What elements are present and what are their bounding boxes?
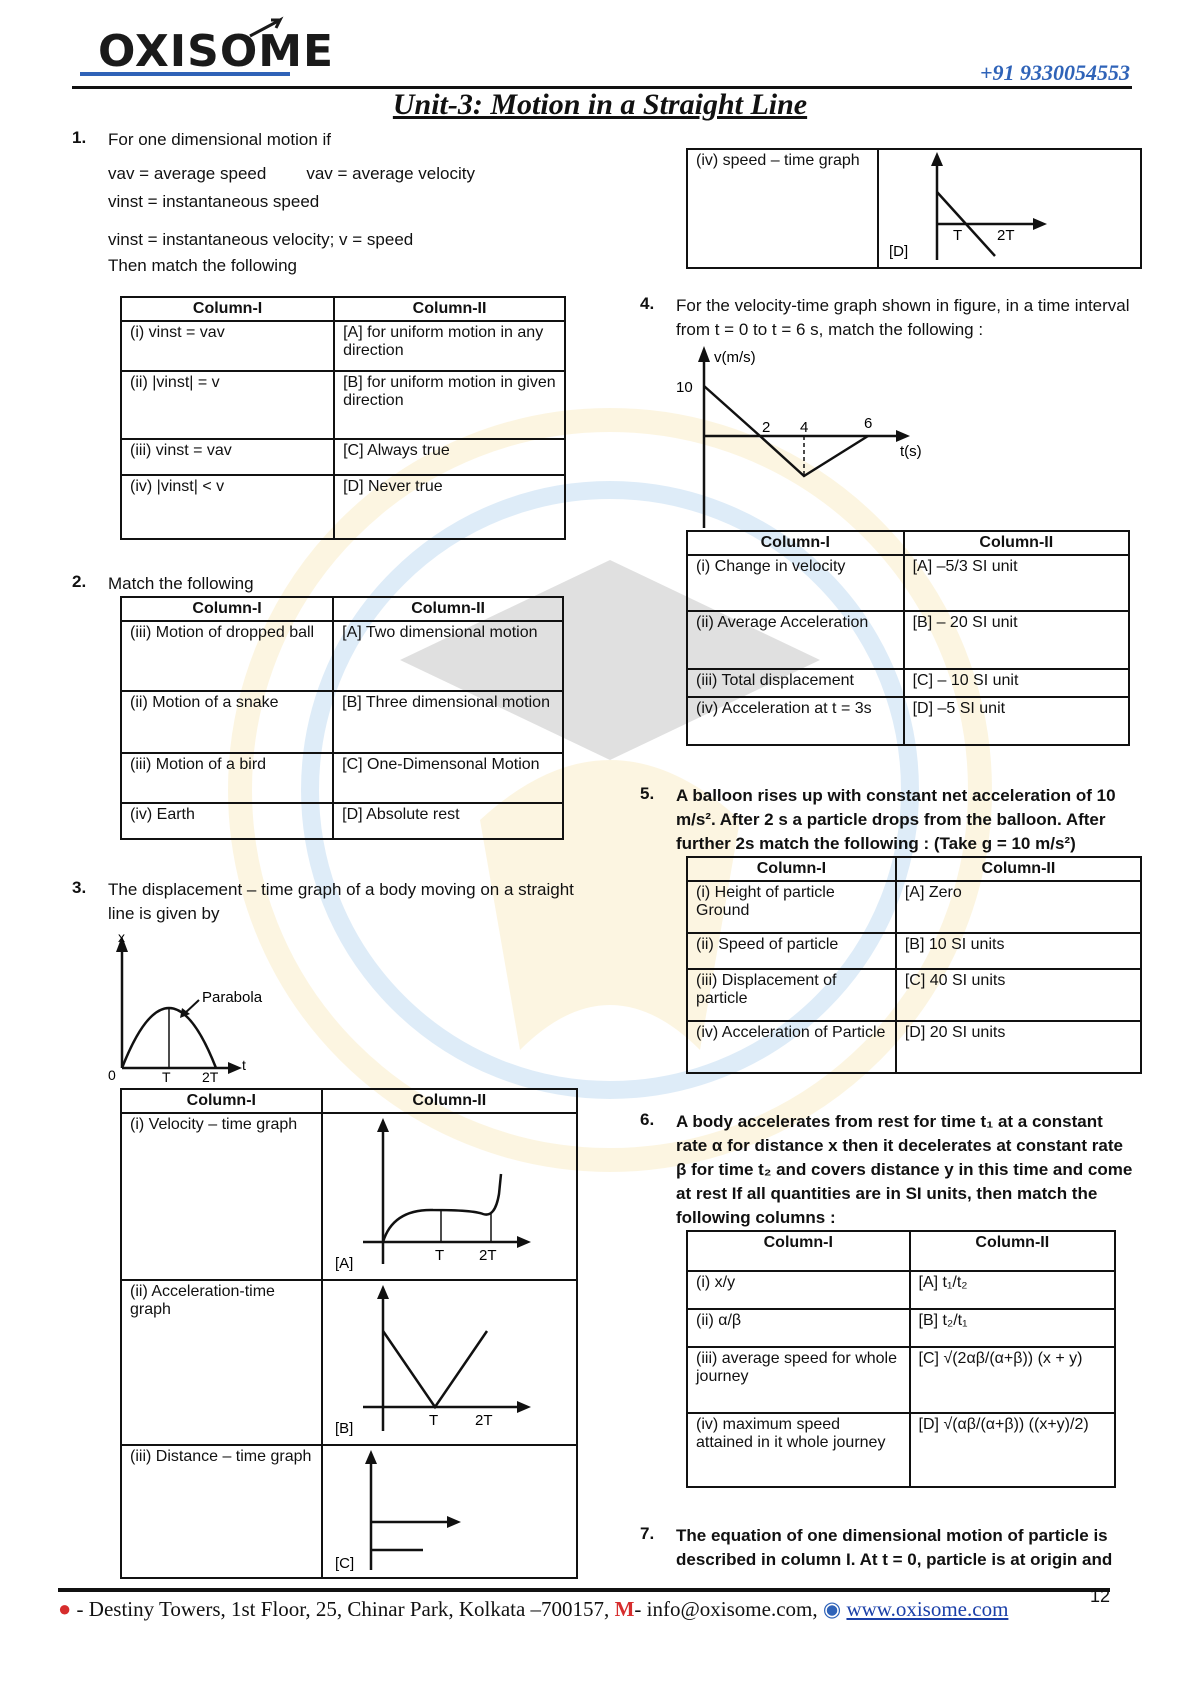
q3-graph-D-T: T	[952, 227, 962, 244]
page-number: 12	[1089, 1586, 1110, 1606]
q6-intro: A body accelerates from rest for time t₁ at a constant rate α for distance x then it decelerates at constant rate β for time t₂ and covers distance y in this time and come at rest If all quantities are in SI units, then match the following columns :	[676, 1112, 1133, 1227]
q6-table	[686, 1230, 1116, 1488]
q4-row4-c1: (iv) Acceleration at t = 3s	[687, 697, 904, 745]
q2-table	[120, 596, 564, 840]
q6-row4-c1: (iv) maximum speed attained in it whole journey	[687, 1413, 910, 1487]
q2-row2-c1: (ii) Motion of a snake	[121, 691, 333, 753]
footer-address: - Destiny Towers, 1st Floor, 25, Chinar Park, Kolkata –700157,	[76, 1597, 610, 1621]
location-pin-icon: ●	[58, 1596, 72, 1621]
q4-row4-c2: [D] –5 SI unit	[904, 697, 1129, 745]
q1-row4-c2: [D] Never true	[334, 475, 565, 539]
q2-intro: Match the following	[108, 574, 254, 593]
q1-row1-c2: [A] for uniform motion in any direction	[334, 321, 565, 371]
q1-col2-header: Column-II	[334, 297, 565, 321]
q4-row2-c1: (ii) Average Acceleration	[687, 611, 904, 669]
q4-table	[686, 530, 1130, 746]
q2-row2-c2: [B] Three dimensional motion	[333, 691, 563, 753]
q5-row2-c1: (ii) Speed of particle	[687, 933, 896, 969]
q3-row2-c1: (ii) Acceleration-time graph	[121, 1280, 322, 1445]
q1-def-3: vinst = instantaneous speed	[108, 192, 320, 211]
q3-intro: The displacement – time graph of a body moving on a straight line is given by	[108, 880, 574, 923]
q1-row3-c2: [C] Always true	[334, 439, 565, 475]
q1-body	[108, 128, 608, 278]
q3-row2-c2	[322, 1280, 577, 1445]
q4-row1-c2: [A] –5/3 SI unit	[904, 555, 1129, 611]
brand-name: OXISOME	[98, 26, 335, 77]
q3-graph-C-tag: [C]	[334, 1555, 354, 1572]
q3-table-continued	[686, 148, 1142, 269]
q3-row3-c2	[322, 1445, 577, 1578]
q1-def-2: vav = average velocity	[306, 164, 475, 183]
q1-row2-c2: [B] for uniform motion in given direction	[334, 371, 565, 439]
q4-row3-c2: [C] – 10 SI unit	[904, 669, 1129, 697]
q4-number: 4.	[640, 294, 655, 313]
q4-col1-header: Column-I	[687, 531, 904, 555]
q3-row4-c2	[878, 149, 1141, 268]
q2-row4-c2: [D] Absolute rest	[333, 803, 563, 839]
q3-graph-D-tag: [D]	[888, 243, 908, 260]
q6-row3-c1: (iii) average speed for whole journey	[687, 1347, 910, 1413]
q4-graph-xlabel: t(s)	[900, 443, 922, 460]
q2-number: 2.	[72, 572, 87, 591]
q3-graph-A-tag: [A]	[334, 1255, 353, 1272]
q3-graph-A-T: T	[434, 1247, 444, 1264]
q3-graph-B-tag: [B]	[334, 1420, 353, 1437]
q5-col2-header: Column-II	[896, 857, 1141, 881]
q3-table	[120, 1088, 578, 1579]
q2-row3-c1: (iii) Motion of a bird	[121, 753, 333, 803]
q5-row1-c2: [A] Zero	[896, 881, 1141, 933]
q2-row3-c2: [C] One-Dimensonal Motion	[333, 753, 563, 803]
q1-col1-header: Column-I	[121, 297, 334, 321]
q3-graph-B-2T: 2T	[474, 1412, 493, 1429]
q1-def-4: vinst = instantaneous velocity; v = speed	[108, 230, 414, 249]
q1-def-1: vav = average speed	[108, 164, 267, 183]
q5-table	[686, 856, 1142, 1074]
q6-col2-header: Column-II	[910, 1231, 1115, 1271]
q6-row3-c2: [C] √(2αβ/(α+β)) (x + y)	[910, 1347, 1115, 1413]
q1-row4-c1: (iv) |vinst| < v	[121, 475, 334, 539]
q4-graph-t6: 6	[864, 415, 873, 432]
q2-row4-c1: (iv) Earth	[121, 803, 333, 839]
q3-graph-2T: 2T	[202, 1069, 219, 1084]
q3-graph-A-2T: 2T	[478, 1247, 497, 1264]
q3-col1-header: Column-I	[121, 1089, 322, 1113]
q3-row3-c1: (iii) Distance – time graph	[121, 1445, 322, 1578]
q5-row3-c1: (iii) Displacement of particle	[687, 969, 896, 1021]
q3-graph-B-T: T	[428, 1412, 438, 1429]
q1-table	[120, 296, 566, 540]
q3-col2-header: Column-II	[322, 1089, 577, 1113]
q6-row2-c2: [B] t₂/t₁	[910, 1309, 1115, 1347]
q5-number: 5.	[640, 784, 655, 803]
q3-row1-c1: (i) Velocity – time graph	[121, 1113, 322, 1280]
q6-row2-c1: (ii) α/β	[687, 1309, 910, 1347]
footer	[58, 1596, 1008, 1622]
q7-number: 7.	[640, 1524, 655, 1543]
q2-row1-c1: (iii) Motion of dropped ball	[121, 621, 333, 691]
q1-row1-c1: (i) vinst = vav	[121, 321, 334, 371]
brand-logo	[80, 14, 335, 84]
q3-number: 3.	[72, 878, 87, 897]
phone-number: +91 9330054553	[979, 60, 1130, 85]
q5-row4-c2: [D] 20 SI units	[896, 1021, 1141, 1073]
q5-row2-c2: [B] 10 SI units	[896, 933, 1141, 969]
q3-graph-xlabel: t	[242, 1057, 246, 1073]
footer-rule	[58, 1588, 1110, 1592]
q2-col2-header: Column-II	[333, 597, 563, 621]
q1-number: 1.	[72, 128, 87, 147]
page-title: Unit-3: Motion in a Straight Line	[392, 88, 808, 121]
q3-displacement-graph	[104, 928, 274, 1084]
q4-row2-c2: [B] – 20 SI unit	[904, 611, 1129, 669]
q3-graph-D	[879, 150, 1109, 262]
q4-graph-ylabel: v(m/s)	[714, 349, 756, 366]
q3-graph-origin: 0	[108, 1067, 116, 1083]
q3-graph-T: T	[162, 1069, 171, 1084]
q5-row4-c1: (iv) Acceleration of Particle	[687, 1021, 896, 1073]
q4-row1-c1: (i) Change in velocity	[687, 555, 904, 611]
q2-col1-header: Column-I	[121, 597, 333, 621]
q5-intro: A balloon rises up with constant net acceleration of 10 m/s². After 2 s a particle drops from the balloon. After further 2s match the following : (Take g = 10 m/s²)	[676, 786, 1116, 853]
footer-email[interactable]: - info@oxisome.com,	[634, 1597, 818, 1621]
q1-then: Then match the following	[108, 256, 297, 275]
q3-graph-parabola-label: Parabola	[202, 989, 263, 1006]
q6-number: 6.	[640, 1110, 655, 1129]
q5-row1-c1: (i) Height of particle Ground	[687, 881, 896, 933]
q2-row1-c2: [A] Two dimensional motion	[333, 621, 563, 691]
q4-graph-t2: 2	[762, 419, 771, 436]
q7-intro: The equation of one dimensional motion of particle is described in column I. At t = 0, particle is at origin and	[676, 1526, 1113, 1569]
q4-row3-c1: (iii) Total displacement	[687, 669, 904, 697]
q3-row4-c1: (iv) speed – time graph	[687, 149, 878, 268]
q4-intro: For the velocity-time graph shown in figure, in a time interval from t = 0 to t = 6 s, match the following :	[676, 296, 1130, 339]
q3-graph-A	[323, 1114, 553, 1274]
q6-col1-header: Column-I	[687, 1231, 910, 1271]
q4-col2-header: Column-II	[904, 531, 1129, 555]
q3-graph-B	[323, 1281, 553, 1439]
q4-velocity-graph	[670, 340, 930, 530]
q3-graph-ylabel: x	[118, 929, 125, 945]
q6-row1-c1: (i) x/y	[687, 1271, 910, 1309]
q6-row1-c2: [A] t₁/t₂	[910, 1271, 1115, 1309]
q4-graph-y10: 10	[676, 379, 693, 396]
q1-row2-c1: (ii) |vinst| = v	[121, 371, 334, 439]
q6-row4-c2: [D] √(αβ/(α+β)) ((x+y)/2)	[910, 1413, 1115, 1487]
globe-icon: ◉	[822, 1597, 842, 1621]
q3-row1-c2	[322, 1113, 577, 1280]
q4-graph-t4: 4	[800, 419, 809, 436]
q3-graph-D-2T: 2T	[996, 227, 1015, 244]
q5-row3-c2: [C] 40 SI units	[896, 969, 1141, 1021]
q1-intro: For one dimensional motion if	[108, 130, 332, 149]
q5-col1-header: Column-I	[687, 857, 896, 881]
q1-row3-c1: (iii) vinst = vav	[121, 439, 334, 475]
footer-website-link[interactable]: www.oxisome.com	[846, 1597, 1009, 1621]
q3-graph-C	[323, 1446, 553, 1572]
mail-icon: M	[614, 1597, 635, 1621]
